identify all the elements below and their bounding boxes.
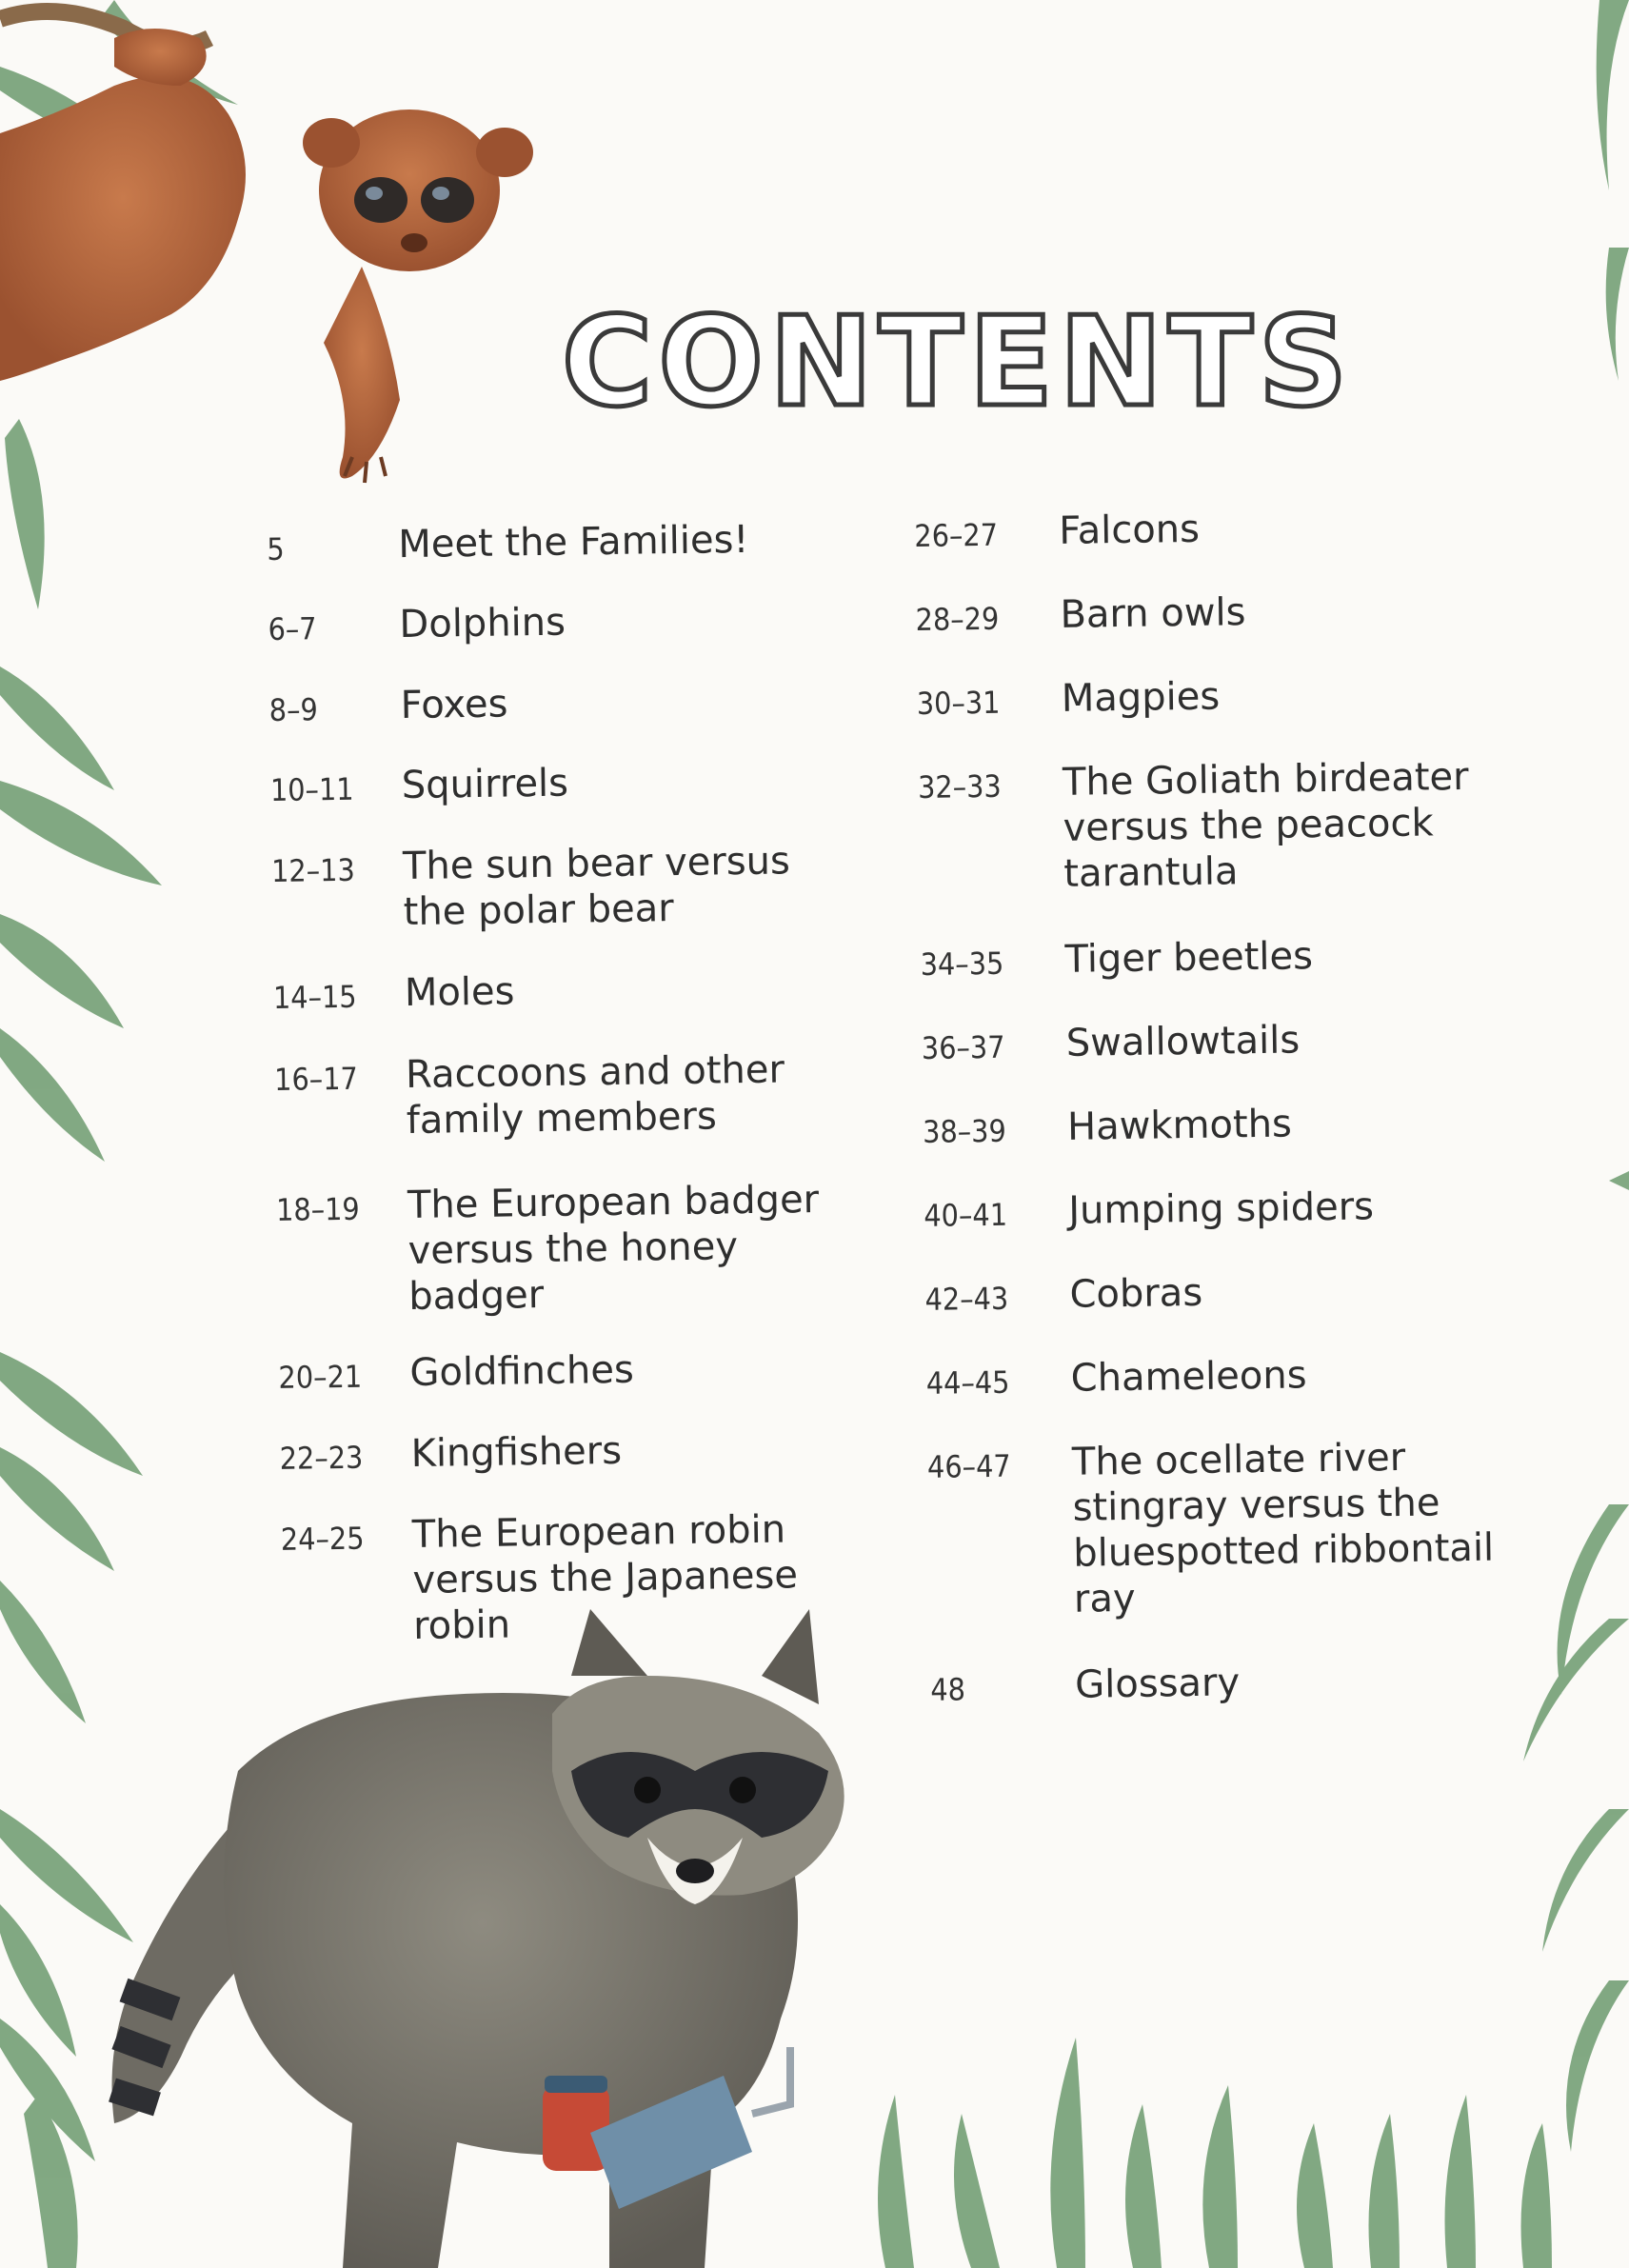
toc-page-range: 26–27 xyxy=(914,516,999,554)
eye-icon xyxy=(354,177,407,223)
toc-entry xyxy=(267,515,858,604)
toc-page-range: 36–37 xyxy=(921,1028,1005,1066)
toc-topic: Hawkmoths xyxy=(1066,1102,1293,1149)
toc-page-range: 48 xyxy=(930,1671,966,1708)
toc-topic: The ocellate river stingray versus the bluespotted ribbontail ray xyxy=(1071,1435,1495,1621)
toc-page-range: 24–25 xyxy=(280,1520,365,1558)
toc-entry xyxy=(268,595,859,685)
toc-page-range: 46–47 xyxy=(926,1447,1011,1485)
toc-page-range: 16–17 xyxy=(273,1060,359,1098)
toc-column-left xyxy=(267,515,873,1657)
toc-page-range: 44–45 xyxy=(925,1363,1010,1402)
toc-page-range: 18–19 xyxy=(275,1190,360,1228)
toc-topic: The European badger versus the honey badger xyxy=(407,1177,820,1319)
toc-page-range: 20–21 xyxy=(278,1358,363,1396)
toc-topic: Swallowtails xyxy=(1065,1018,1301,1065)
toc-page-range: 40–41 xyxy=(924,1196,1008,1234)
eye-icon xyxy=(729,1777,756,1803)
toc-topic: Goldfinches xyxy=(409,1347,635,1395)
toc-entry xyxy=(930,1656,1540,1748)
jar-icon xyxy=(543,2085,609,2171)
toc-entry xyxy=(920,930,1530,1023)
toc-page-range: 30–31 xyxy=(916,684,1001,722)
toc-column-right xyxy=(914,502,1540,1748)
toc-page-range: 34–35 xyxy=(920,945,1004,983)
toc-page-range: 8–9 xyxy=(268,691,319,728)
toc-entry xyxy=(916,669,1526,762)
toc-topic: Magpies xyxy=(1061,674,1221,721)
toc-entry xyxy=(274,1045,866,1184)
toc-entry xyxy=(923,1098,1533,1190)
toc-entry xyxy=(924,1182,1534,1274)
toc-topic: Kingfishers xyxy=(410,1428,623,1476)
toc-page-range: 38–39 xyxy=(922,1112,1007,1150)
raccoon-illustration xyxy=(112,1609,844,2268)
toc-entry xyxy=(278,1343,869,1433)
toc-topic: Moles xyxy=(404,969,515,1016)
toc-topic: Glossary xyxy=(1074,1661,1241,1707)
toc-topic: Raccoons and other family members xyxy=(405,1047,785,1144)
toc-entry xyxy=(925,1349,1536,1442)
toc-entry xyxy=(915,586,1525,678)
toc-page-range: 42–43 xyxy=(924,1280,1009,1318)
toc-entry xyxy=(281,1505,873,1657)
toc-topic: Chameleons xyxy=(1070,1353,1307,1401)
toc-page-range: 6–7 xyxy=(268,610,317,647)
toc-topic: Cobras xyxy=(1069,1270,1203,1317)
toc-topic: Falcons xyxy=(1058,507,1201,553)
toc-entry xyxy=(270,756,862,846)
toc-topic: Meet the Families! xyxy=(398,517,749,567)
toc-entry xyxy=(268,676,860,765)
toc-page-range: 5 xyxy=(267,530,285,567)
toc-entry xyxy=(276,1176,868,1352)
toc-topic: The sun bear versus the polar bear xyxy=(402,839,791,935)
toc-page-range: 12–13 xyxy=(270,851,355,889)
toc-page-range: 28–29 xyxy=(915,600,1000,638)
toc-topic: Foxes xyxy=(400,682,508,728)
toc-entry xyxy=(273,964,864,1054)
toc-page-range: 32–33 xyxy=(917,767,1002,806)
toc-entry xyxy=(922,1014,1532,1106)
toc-topic: The European robin versus the Japanese robin xyxy=(411,1507,799,1648)
toc-topic: The Goliath birdeater versus the peacock tarantula xyxy=(1062,754,1469,896)
toc-topic: Tiger beetles xyxy=(1064,934,1314,982)
leaf-icon xyxy=(1523,0,1629,2152)
toc-page-range: 14–15 xyxy=(272,978,357,1016)
kinkajou-illustration xyxy=(0,11,533,483)
toc-topic: Jumping spiders xyxy=(1067,1184,1375,1233)
toc-page-range: 10–11 xyxy=(269,770,354,808)
toc-topic: Dolphins xyxy=(399,600,566,647)
page-title: CONTENTS xyxy=(562,289,1354,434)
toc-entry xyxy=(927,1433,1540,1664)
eye-icon xyxy=(634,1777,661,1803)
toc-topic: Squirrels xyxy=(401,761,569,808)
leaf-icon xyxy=(878,2038,1552,2268)
eye-icon xyxy=(421,177,474,223)
toc-topic: Barn owls xyxy=(1060,590,1246,637)
toc-entry xyxy=(914,502,1524,594)
toc-entry xyxy=(271,837,864,972)
toc-page-range: 22–23 xyxy=(279,1439,364,1477)
toc-entry xyxy=(279,1424,870,1514)
toc-entry xyxy=(918,753,1530,939)
toc-entry xyxy=(924,1265,1535,1358)
